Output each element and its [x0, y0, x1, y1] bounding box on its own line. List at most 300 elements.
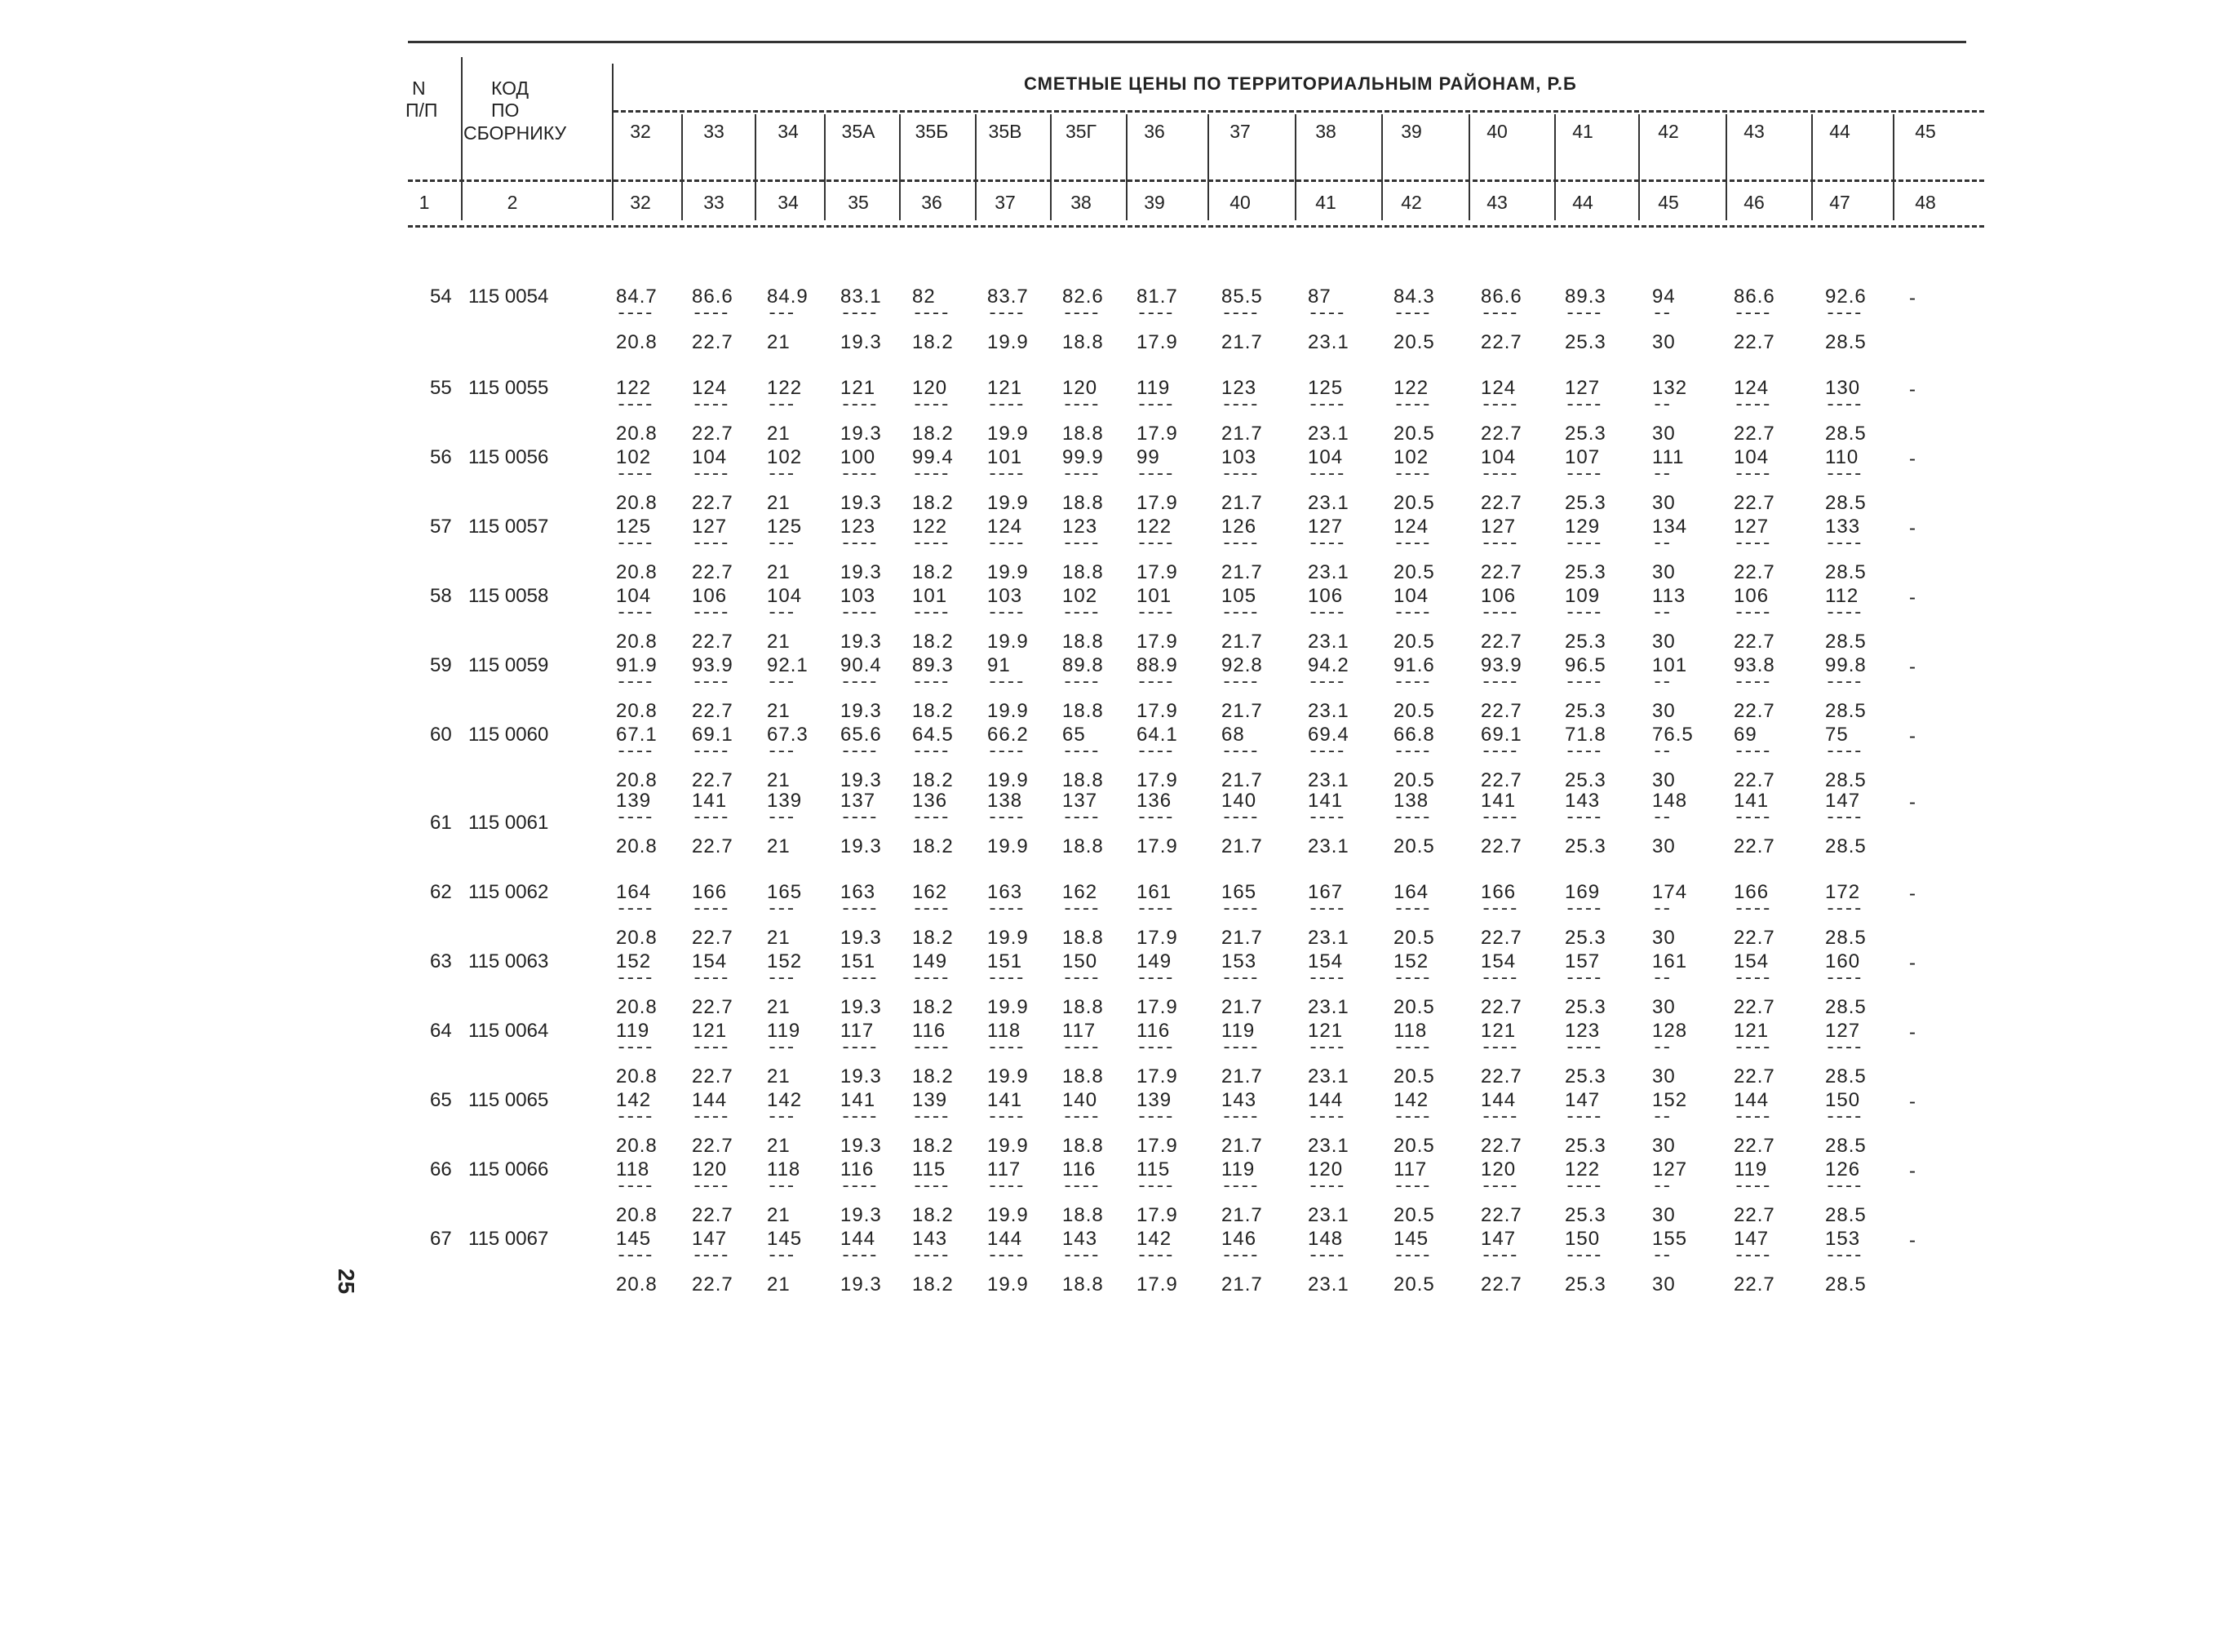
fraction-line: ----	[912, 534, 949, 554]
price-value: 93.9	[1481, 654, 1522, 676]
fraction-line: ----	[1481, 1176, 1517, 1197]
region-column-header: 35Г	[1065, 121, 1097, 142]
second-value: 30	[1652, 561, 1676, 583]
fraction-line: ----	[1062, 742, 1099, 762]
second-value: 18.8	[1062, 561, 1104, 583]
second-value: 21.7	[1221, 423, 1263, 445]
region-column-header: 37	[1229, 121, 1251, 142]
column-number: 32	[630, 192, 651, 213]
price-value: 154	[692, 950, 728, 972]
fraction-line: ----	[1825, 464, 1862, 485]
price-value: 166	[1481, 881, 1517, 903]
second-value: 21.7	[1221, 996, 1263, 1018]
second-value: 19.9	[987, 1273, 1029, 1295]
fraction-line: ----	[1062, 534, 1099, 554]
fraction-line: ----	[840, 395, 877, 415]
second-value: 21.7	[1221, 492, 1263, 514]
fraction-line: ----	[616, 808, 653, 828]
fraction-line: ----	[1136, 672, 1173, 693]
price-value: 163	[987, 881, 1023, 903]
second-value: 18.8	[1062, 1204, 1104, 1226]
price-value: 172	[1825, 881, 1861, 903]
region-column-header: 45	[1915, 121, 1936, 142]
second-value: 19.3	[840, 700, 882, 722]
price-value: 162	[1062, 881, 1098, 903]
column-number: 43	[1486, 192, 1508, 213]
fraction-line: ----	[987, 395, 1024, 415]
fraction-line: ----	[1136, 1107, 1173, 1127]
second-value: 23.1	[1308, 996, 1349, 1018]
second-value: 22.7	[692, 631, 733, 653]
price-value: 82.6	[1062, 286, 1104, 308]
price-value: 148	[1308, 1228, 1344, 1250]
second-value: 25.3	[1565, 331, 1606, 353]
second-value: 22.7	[1734, 1135, 1775, 1157]
last-column-mark: -	[1909, 587, 1916, 609]
price-value: 162	[912, 881, 948, 903]
second-value: 22.7	[1734, 996, 1775, 1018]
price-value: 82	[912, 286, 936, 308]
fraction-line: ----	[840, 742, 877, 762]
fraction-line: ----	[1308, 899, 1345, 919]
fraction-line: ----	[692, 899, 729, 919]
last-column-mark: -	[1909, 1160, 1916, 1182]
price-value: 66.8	[1393, 724, 1435, 746]
price-value: 75	[1825, 724, 1849, 746]
fraction-line: --	[1652, 395, 1671, 415]
price-value: 150	[1825, 1089, 1861, 1111]
second-value: 18.2	[912, 769, 954, 791]
fraction-line: ----	[912, 1246, 949, 1266]
price-value: 104	[767, 585, 803, 607]
price-value: 127	[1652, 1158, 1688, 1180]
col2-label-po: ПО	[491, 100, 520, 121]
second-value: 18.8	[1062, 1065, 1104, 1087]
price-value: 145	[1393, 1228, 1429, 1250]
fraction-line: ----	[1565, 395, 1602, 415]
row-number: 58	[430, 585, 452, 607]
price-value: 92.8	[1221, 654, 1263, 676]
fraction-line: ----	[987, 1176, 1024, 1197]
fraction-line: ----	[912, 899, 949, 919]
price-value: 121	[1308, 1020, 1344, 1042]
fraction-line: ----	[692, 742, 729, 762]
price-value: 121	[1481, 1020, 1517, 1042]
fraction-line: ----	[912, 303, 949, 324]
row-code: 115 0062	[468, 881, 549, 903]
second-value: 20.5	[1393, 1273, 1435, 1295]
price-value: 138	[1393, 790, 1429, 812]
fraction-line: ----	[1734, 672, 1770, 693]
fraction-line: ----	[1825, 534, 1862, 554]
price-value: 142	[1393, 1089, 1429, 1111]
price-value: 101	[912, 585, 948, 607]
second-value: 20.8	[616, 769, 658, 791]
price-value: 122	[912, 516, 948, 538]
fraction-line: ---	[767, 672, 795, 693]
price-value: 117	[840, 1020, 875, 1042]
fraction-line: ----	[1136, 603, 1173, 623]
price-value: 106	[1308, 585, 1344, 607]
second-value: 22.7	[1734, 492, 1775, 514]
second-value: 25.3	[1565, 1204, 1606, 1226]
fraction-line: --	[1652, 603, 1671, 623]
second-value: 23.1	[1308, 1204, 1349, 1226]
price-value: 116	[1062, 1158, 1097, 1180]
price-value: 142	[616, 1089, 652, 1111]
fraction-line: ----	[840, 464, 877, 485]
fraction-line: ----	[912, 395, 949, 415]
price-value: 145	[767, 1228, 803, 1250]
price-value: 152	[616, 950, 652, 972]
fraction-line: ----	[1221, 534, 1258, 554]
second-value: 25.3	[1565, 1273, 1606, 1295]
second-value: 19.3	[840, 1065, 882, 1087]
price-value: 120	[1062, 377, 1098, 399]
fraction-line: ----	[1221, 464, 1258, 485]
header-rule	[408, 179, 1984, 182]
price-value: 106	[692, 585, 728, 607]
last-column-mark: -	[1909, 883, 1916, 905]
price-value: 65.6	[840, 724, 882, 746]
second-value: 25.3	[1565, 700, 1606, 722]
fraction-line: ----	[987, 1038, 1024, 1058]
col2-label-kod: КОД	[491, 78, 529, 99]
second-value: 23.1	[1308, 700, 1349, 722]
second-value: 22.7	[692, 996, 733, 1018]
second-value: 22.7	[1734, 927, 1775, 949]
fraction-line: ----	[1734, 808, 1770, 828]
fraction-line: ----	[616, 395, 653, 415]
second-value: 21	[767, 1273, 791, 1295]
price-value: 89.3	[912, 654, 954, 676]
second-value: 19.3	[840, 835, 882, 857]
second-value: 22.7	[1481, 1065, 1522, 1087]
second-value: 23.1	[1308, 331, 1349, 353]
second-value: 17.9	[1136, 631, 1178, 653]
last-column-mark: -	[1909, 1021, 1916, 1043]
second-value: 22.7	[1481, 631, 1522, 653]
second-value: 21.7	[1221, 835, 1263, 857]
second-value: 22.7	[692, 927, 733, 949]
page-number: 25	[334, 1269, 359, 1295]
fraction-line: ----	[1825, 303, 1862, 324]
price-value: 148	[1652, 790, 1688, 812]
price-value: 147	[1481, 1228, 1517, 1250]
fraction-line: ----	[1481, 1038, 1517, 1058]
second-value: 18.2	[912, 927, 954, 949]
price-value: 127	[1825, 1020, 1861, 1042]
fraction-line: ---	[767, 464, 795, 485]
price-value: 69.4	[1308, 724, 1349, 746]
fraction-line: ----	[1393, 1176, 1430, 1197]
second-value: 19.9	[987, 1135, 1029, 1157]
second-value: 19.3	[840, 1135, 882, 1157]
fraction-line: ----	[1393, 968, 1430, 989]
fraction-line: ----	[840, 672, 877, 693]
price-value: 104	[1481, 446, 1517, 468]
region-column-header: 39	[1401, 121, 1422, 142]
second-value: 19.3	[840, 769, 882, 791]
second-value: 21.7	[1221, 331, 1263, 353]
second-value: 19.3	[840, 1273, 882, 1295]
second-value: 17.9	[1136, 1065, 1178, 1087]
second-value: 22.7	[1481, 835, 1522, 857]
price-value: 122	[767, 377, 803, 399]
second-value: 22.7	[1734, 1065, 1775, 1087]
price-value: 102	[1393, 446, 1429, 468]
price-value: 81.7	[1136, 286, 1178, 308]
second-value: 21.7	[1221, 1204, 1263, 1226]
price-value: 64.1	[1136, 724, 1178, 746]
price-value: 125	[767, 516, 803, 538]
fraction-line: ----	[1308, 395, 1345, 415]
column-number: 35	[848, 192, 869, 213]
second-value: 20.8	[616, 996, 658, 1018]
price-value: 174	[1652, 881, 1688, 903]
row-code: 115 0067	[468, 1228, 549, 1250]
second-value: 20.5	[1393, 1065, 1435, 1087]
fraction-line: ----	[1734, 395, 1770, 415]
second-value: 21	[767, 1065, 791, 1087]
second-value: 20.8	[616, 1204, 658, 1226]
fraction-line: ----	[1136, 968, 1173, 989]
fraction-line: ----	[1481, 395, 1517, 415]
last-column-mark: -	[1909, 656, 1916, 678]
price-value: 104	[1393, 585, 1429, 607]
fraction-line: ----	[1825, 899, 1862, 919]
row-number: 61	[430, 812, 452, 834]
price-value: 141	[1308, 790, 1344, 812]
fraction-line: ----	[1221, 603, 1258, 623]
price-value: 137	[840, 790, 876, 812]
price-value: 122	[1565, 1158, 1601, 1180]
second-value: 28.5	[1825, 996, 1867, 1018]
row-code: 115 0057	[468, 516, 549, 538]
second-value: 25.3	[1565, 561, 1606, 583]
fraction-line: ----	[1825, 603, 1862, 623]
second-value: 25.3	[1565, 769, 1606, 791]
second-value: 30	[1652, 700, 1676, 722]
fraction-line: ----	[1221, 1038, 1258, 1058]
price-value: 67.1	[616, 724, 658, 746]
column-number: 47	[1829, 192, 1850, 213]
price-value: 71.8	[1565, 724, 1606, 746]
fraction-line: ----	[616, 1107, 653, 1127]
fraction-line: ----	[840, 808, 877, 828]
region-column-header: 35А	[841, 121, 875, 142]
price-value: 94	[1652, 286, 1676, 308]
price-value: 154	[1734, 950, 1770, 972]
price-value: 150	[1062, 950, 1098, 972]
second-value: 23.1	[1308, 631, 1349, 653]
second-value: 18.2	[912, 835, 954, 857]
second-value: 28.5	[1825, 492, 1867, 514]
row-code: 115 0066	[468, 1158, 549, 1180]
second-value: 18.8	[1062, 631, 1104, 653]
fraction-line: ----	[1565, 808, 1602, 828]
second-value: 23.1	[1308, 927, 1349, 949]
second-value: 20.5	[1393, 769, 1435, 791]
fraction-line: ----	[1393, 464, 1430, 485]
fraction-line: ----	[616, 1246, 653, 1266]
price-value: 143	[912, 1228, 948, 1250]
price-value: 140	[1062, 1089, 1098, 1111]
second-value: 18.2	[912, 996, 954, 1018]
price-value: 106	[1734, 585, 1770, 607]
fraction-line: ----	[1136, 395, 1173, 415]
fraction-line: ----	[1221, 808, 1258, 828]
price-value: 139	[767, 790, 803, 812]
fraction-line: ----	[1308, 672, 1345, 693]
fraction-line: ----	[1221, 742, 1258, 762]
second-value: 25.3	[1565, 423, 1606, 445]
fraction-line: ----	[1308, 464, 1345, 485]
row-number: 54	[430, 286, 452, 308]
fraction-line: ----	[987, 603, 1024, 623]
price-value: 89.8	[1062, 654, 1104, 676]
price-value: 121	[987, 377, 1023, 399]
price-value: 89.3	[1565, 286, 1606, 308]
price-value: 101	[987, 446, 1023, 468]
fraction-line: ----	[1221, 395, 1258, 415]
price-value: 110	[1825, 446, 1859, 468]
fraction-line: --	[1652, 1246, 1671, 1266]
second-value: 22.7	[692, 331, 733, 353]
fraction-line: ----	[616, 672, 653, 693]
price-value: 161	[1652, 950, 1688, 972]
price-value: 99.8	[1825, 654, 1867, 676]
fraction-line: ----	[1308, 1246, 1345, 1266]
second-value: 28.5	[1825, 927, 1867, 949]
price-value: 153	[1221, 950, 1257, 972]
region-column-header: 34	[778, 121, 799, 142]
second-value: 20.8	[616, 927, 658, 949]
fraction-line: ----	[1565, 303, 1602, 324]
price-value: 88.9	[1136, 654, 1178, 676]
second-value: 21	[767, 835, 791, 857]
second-value: 17.9	[1136, 561, 1178, 583]
price-value: 83.7	[987, 286, 1029, 308]
second-value: 20.8	[616, 561, 658, 583]
row-number: 55	[430, 377, 452, 399]
fraction-line: ----	[616, 742, 653, 762]
second-value: 20.5	[1393, 631, 1435, 653]
fraction-line: ----	[912, 1176, 949, 1197]
price-value: 92.6	[1825, 286, 1867, 308]
fraction-line: ----	[692, 395, 729, 415]
price-value: 150	[1565, 1228, 1601, 1250]
fraction-line: ----	[840, 603, 877, 623]
second-value: 23.1	[1308, 1065, 1349, 1087]
price-value: 127	[1565, 377, 1601, 399]
price-value: 165	[767, 881, 803, 903]
region-column-header: 35Б	[915, 121, 949, 142]
last-column-mark: -	[1909, 1229, 1916, 1251]
price-value: 109	[1565, 585, 1601, 607]
price-value: 103	[840, 585, 876, 607]
price-value: 166	[692, 881, 728, 903]
price-value: 143	[1565, 790, 1601, 812]
fraction-line: ----	[1825, 1176, 1862, 1197]
price-value: 152	[1393, 950, 1429, 972]
fraction-line: ----	[1825, 742, 1862, 762]
fraction-line: ----	[987, 672, 1024, 693]
price-value: 169	[1565, 881, 1601, 903]
price-value: 147	[1825, 790, 1861, 812]
second-value: 22.7	[1734, 700, 1775, 722]
price-value: 164	[1393, 881, 1429, 903]
price-value: 69.1	[692, 724, 733, 746]
price-value: 103	[987, 585, 1023, 607]
price-value: 166	[1734, 881, 1770, 903]
second-value: 22.7	[1734, 1204, 1775, 1226]
price-value: 115	[912, 1158, 946, 1180]
fraction-line: ----	[616, 603, 653, 623]
fraction-line: ----	[1481, 899, 1517, 919]
second-value: 17.9	[1136, 769, 1178, 791]
second-value: 22.7	[692, 769, 733, 791]
second-value: 18.8	[1062, 1135, 1104, 1157]
row-number: 65	[430, 1089, 452, 1111]
price-value: 141	[840, 1089, 876, 1111]
fraction-line: ----	[1734, 1107, 1770, 1127]
price-value: 133	[1825, 516, 1861, 538]
second-value: 19.3	[840, 492, 882, 514]
fraction-line: ----	[840, 899, 877, 919]
fraction-line: ----	[1565, 1038, 1602, 1058]
second-value: 30	[1652, 769, 1676, 791]
second-value: 17.9	[1136, 1204, 1178, 1226]
fraction-line: ----	[692, 534, 729, 554]
fraction-line: ----	[1062, 395, 1099, 415]
price-value: 104	[1734, 446, 1770, 468]
second-value: 28.5	[1825, 561, 1867, 583]
price-value: 118	[987, 1020, 1021, 1042]
second-value: 18.2	[912, 1135, 954, 1157]
price-value: 124	[1393, 516, 1429, 538]
col2-label-sborniku: СБОРНИКУ	[463, 122, 567, 144]
price-value: 139	[1136, 1089, 1172, 1111]
fraction-line: --	[1652, 808, 1671, 828]
last-column-mark: -	[1909, 952, 1916, 974]
price-value: 120	[692, 1158, 728, 1180]
fraction-line: ----	[692, 1107, 729, 1127]
price-value: 129	[1565, 516, 1601, 538]
second-value: 18.8	[1062, 492, 1104, 514]
fraction-line: ----	[1221, 968, 1258, 989]
row-code: 115 0063	[468, 950, 549, 972]
second-value: 22.7	[1481, 1273, 1522, 1295]
price-value: 160	[1825, 950, 1861, 972]
second-value: 20.8	[616, 331, 658, 353]
fraction-line: ----	[840, 534, 877, 554]
fraction-line: ----	[1565, 1107, 1602, 1127]
fraction-line: ----	[1062, 603, 1099, 623]
second-value: 22.7	[692, 835, 733, 857]
fraction-line: ----	[987, 464, 1024, 485]
price-value: 143	[1062, 1228, 1098, 1250]
fraction-line: ----	[1393, 303, 1430, 324]
fraction-line: ----	[1565, 603, 1602, 623]
price-value: 99	[1136, 446, 1160, 468]
fraction-line: ----	[1393, 534, 1430, 554]
row-number: 66	[430, 1158, 452, 1180]
second-value: 19.9	[987, 927, 1029, 949]
fraction-line: ----	[1825, 968, 1862, 989]
fraction-line: --	[1652, 1038, 1671, 1058]
second-value: 22.7	[1734, 331, 1775, 353]
